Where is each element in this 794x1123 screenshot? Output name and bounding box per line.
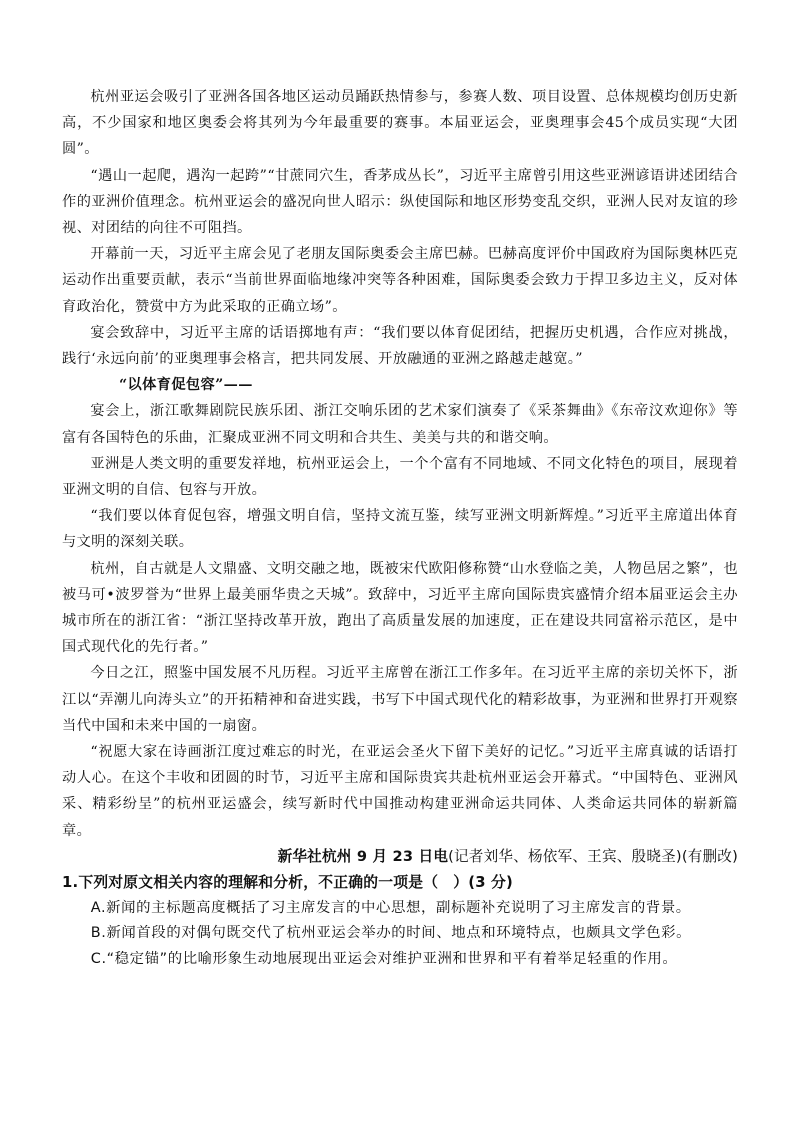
question-option-a: A.新闻的主标题高度概括了习主席发言的中心思想，副标题补充说明了习主席发言的背景。 bbox=[90, 899, 691, 916]
article-paragraph: 杭州，自古就是人文鼎盛、文明交融之地，既被宋代欧阳修称赞“山水登临之美，人物邑居之繁”，也被马可•波罗誉为“世界上最美丽华贵之天城”。致辞中，习近平主席向国际贵宾盛情介绍本届亚运会主办城市所在的浙江省：“浙江坚持改革开放，跑出了高质量发展的加速度，正在建设共同富裕示范区，是中国式现代化的先行者。” bbox=[62, 560, 738, 656]
byline-reporters: (记者刘华、杨依军、王宾、殷晓圣)(有删改) bbox=[448, 847, 738, 865]
article-paragraph: 杭州亚运会吸引了亚洲各国各地区运动员踊跃热情参与，参赛人数、项目设置、总体规模均创历史新高，不少国家和地区奥委会将其列为今年最重要的赛事。本届亚运会，亚奥理事会45个成员实现“大团圆”。 bbox=[62, 89, 738, 158]
article-paragraph: 宴会致辞中，习近平主席的话语掷地有声：“我们要以体育促团结，把握历史机遇，合作应对挑战，践行‘永远向前’的亚奥理事会格言，把共同发展、开放融通的亚洲之路越走越宽。” bbox=[62, 324, 738, 368]
question-option-c: C.“稳定锚”的比喻形象生动地展现出亚运会对维护亚洲和世界和平有着举足轻重的作用。 bbox=[90, 951, 678, 968]
question-option-b: B.新闻首段的对偶句既交代了杭州亚运会举办的时间、地点和环境特点，也颇具文学色彩。 bbox=[90, 925, 692, 942]
article-paragraph: “祝愿大家在诗画浙江度过难忘的时光，在亚运会圣火下留下美好的记忆。”习近平主席真诚的话语打动人心。在这个丰收和团圆的时节，习近平主席和国际贵宾共赴杭州亚运会开幕式。“中国特色、亚洲风采、精彩纷呈”的杭州亚运盛会，续写新时代中国推动构建亚洲命运共同体、人类命运共同体的崭新篇章。 bbox=[62, 744, 738, 839]
article-paragraph: 宴会上，浙江歌舞剧院民族乐团、浙江交响乐团的艺术家们演奏了《采茶舞曲》《东帝汶欢迎你》等富有各国特色的乐曲，汇聚成亚洲不同文明和合共生、美美与共的和谐交响。 bbox=[62, 403, 738, 446]
article-paragraph: 今日之江，照鉴中国发展不凡历程。习近平主席曾在浙江工作多年。在习近平主席的亲切关怀下，浙江以“弄潮儿向涛头立”的开拓精神和奋进实践，书写下中国式现代化的精彩故事，为亚洲和世界打开观察当代中国和未来中国的一扇窗。 bbox=[62, 665, 738, 734]
article-paragraph: 开幕前一天，习近平主席会见了老朋友国际奥委会主席巴赫。巴赫高度评价中国政府为国际奥林匹克运动作出重要贡献，表示“当前世界面临地缘冲突等各种困难，国际奥委会致力于捍卫多边主义，反对体育政治化，赞赏中方为此采取的正确立场”。 bbox=[62, 246, 738, 315]
document-page bbox=[62, 84, 738, 973]
article-subheading: “以体育促包容”—— bbox=[119, 377, 253, 394]
byline-source: 新华社杭州 9 月 23 日电 bbox=[277, 847, 449, 865]
article-paragraph: 亚洲是人类文明的重要发祥地，杭州亚运会上，一个个富有不同地域、不同文化特色的项目，展现着亚洲文明的自信、包容与开放。 bbox=[62, 455, 738, 499]
article-paragraph: “我们要以体育促包容，增强文明自信，坚持文流互鉴，续写亚洲文明新辉煌。”习近平主席道出体育与文明的深刻关联。 bbox=[62, 508, 738, 551]
article-byline bbox=[62, 844, 738, 870]
question-stem: 1.下列对原文相关内容的理解和分析，不正确的一项是（ ）(3 分) bbox=[62, 873, 514, 891]
article-paragraph: “遇山一起爬，遇沟一起跨”“甘蔗同穴生，香茅成丛长”，习近平主席曾引用这些亚洲谚语讲述团结合作的亚洲价值理念。杭州亚运会的盛况向世人昭示：纵使国际和地区形势变乱交织，亚洲人民对友谊的珍视、对团结的向往不可阻挡。 bbox=[62, 167, 738, 237]
